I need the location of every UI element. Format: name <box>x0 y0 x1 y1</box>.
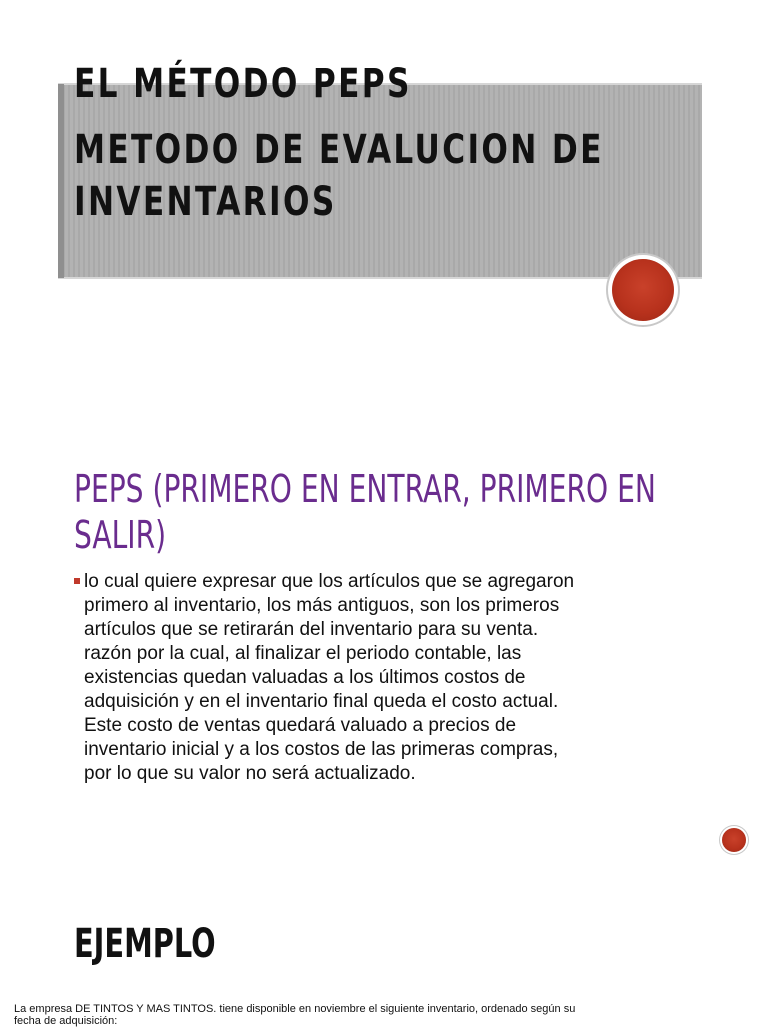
slide-title <box>0 0 768 420</box>
bullet-list <box>74 570 714 786</box>
heading-line: SALIR) <box>74 513 167 557</box>
decorative-circle-icon <box>612 259 674 321</box>
example-line: La empresa DE TINTOS Y MAS TINTOS. tiene disponible en noviembre el siguiente inventario, ordenado según su <box>14 1003 576 1015</box>
bullet-line: existencias quedan valuadas a los últimos costos de <box>84 667 526 688</box>
example-text <box>14 1003 714 1027</box>
bullet-line: inventario inicial y a los costos de las primeras compras, <box>84 739 559 760</box>
heading-line: PEPS (PRIMERO EN ENTRAR, PRIMERO EN <box>74 467 656 511</box>
title-line: INVENTARIOS <box>74 179 337 225</box>
bullet-line: Este costo de ventas quedará valuado a precios de <box>84 715 517 736</box>
title-line: METODO DE EVALUCION DE <box>74 127 604 173</box>
section-heading <box>74 466 656 558</box>
title-line: EL MÉTODO PEPS <box>74 61 412 107</box>
bullet-line: lo cual quiere expresar que los artículos que se agregaron <box>84 571 575 592</box>
bullet-line: razón por la cual, al finalizar el periodo contable, las <box>84 643 522 664</box>
bullet-marker-icon <box>74 578 80 584</box>
bullet-line: artículos que se retirarán del inventario para su venta. <box>84 619 539 640</box>
example-line: fecha de adquisición: <box>14 1015 118 1027</box>
bullet-line: adquisición y en el inventario final queda el costo actual. <box>84 691 559 712</box>
bullet-item <box>74 570 714 786</box>
example-heading: EJEMPLO <box>74 921 216 967</box>
slide-title-text <box>74 58 604 228</box>
decorative-circle-icon <box>722 828 746 852</box>
title-divider-bottom <box>58 277 702 279</box>
bullet-line: por lo que su valor no será actualizado. <box>84 763 416 784</box>
bullet-line: primero al inventario, los más antiguos, son los primeros <box>84 595 560 616</box>
title-accent-bar <box>58 84 64 278</box>
